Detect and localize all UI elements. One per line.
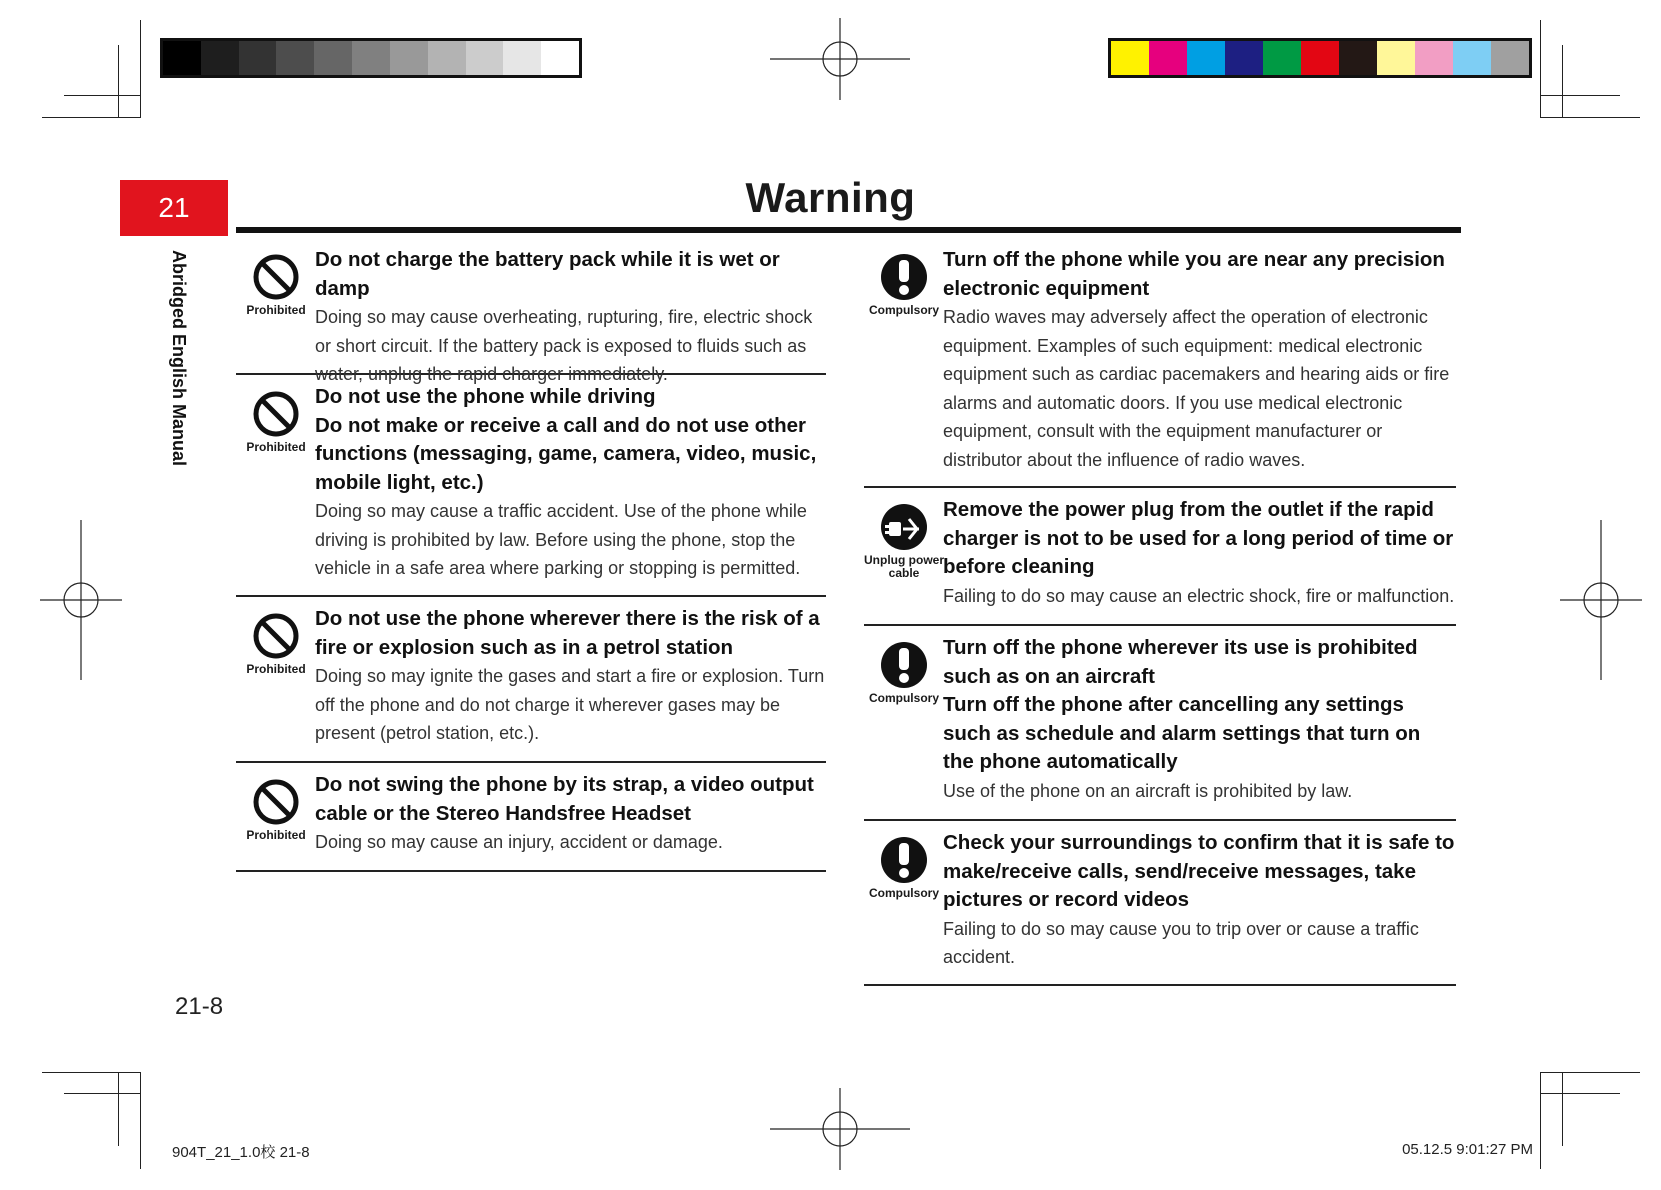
chapter-tab: 21 <box>120 180 228 236</box>
color-swatch <box>1339 41 1377 75</box>
warning-body: Failing to do so may cause you to trip over or cause a traffic accident. <box>943 918 1419 967</box>
warning-body: Doing so may ignite the gases and start a fire or explosion. Turn off the phone and do not charge it wherever gases may be present (petrol station, etc.). <box>315 666 825 743</box>
color-swatch <box>1187 41 1225 75</box>
color-bar <box>1108 38 1532 78</box>
color-swatch <box>1453 41 1491 75</box>
icon-label: Compulsory <box>868 303 939 317</box>
color-swatch <box>466 41 504 75</box>
color-swatch <box>239 41 277 75</box>
warning-heading: Do not swing the phone by its strap, a video output cable or the Stereo Handsfree Headset <box>315 773 814 825</box>
color-swatch <box>163 41 201 75</box>
registration-mark-right <box>1560 520 1642 680</box>
footer-job-info: 904T_21_1.0校 21-8 <box>172 1144 310 1161</box>
prohibited-icon <box>236 252 316 317</box>
warning-body: Doing so may cause overheating, rupturing, fire, electric shock or short circuit. If the battery pack is exposed to fluids such as water, unplug the rapid charger immediately. <box>315 307 813 384</box>
color-swatch <box>1301 41 1339 75</box>
warning-item <box>864 488 1456 626</box>
color-swatch <box>1491 41 1529 75</box>
grayscale-bar <box>160 38 582 78</box>
color-swatch <box>314 41 352 75</box>
warning-item <box>236 763 826 872</box>
registration-mark-bottom <box>760 1088 920 1170</box>
warning-body: Use of the phone on an aircraft is prohibited by law. <box>943 780 1353 801</box>
footer-timestamp: 05.12.5 9:01:27 PM <box>1402 1141 1533 1158</box>
warning-body: Failing to do so may cause an electric shock, fire or malfunction. <box>943 585 1455 606</box>
icon-label: Compulsory <box>868 886 939 900</box>
compulsory-icon <box>864 640 944 705</box>
warning-heading: Check your surroundings to confirm that it is safe to make/receive calls, send/receive messages, take pictures or record videos <box>943 831 1455 911</box>
registration-mark-left <box>40 520 122 680</box>
side-label: Abridged English Manual <box>169 250 189 467</box>
icon-label: Prohibited <box>246 828 306 842</box>
color-swatch <box>541 41 579 75</box>
color-swatch <box>1111 41 1149 75</box>
color-swatch <box>201 41 239 75</box>
left-column <box>236 238 826 872</box>
warning-item <box>864 238 1456 488</box>
page-number: 21-8 <box>175 993 224 1020</box>
color-swatch <box>503 41 541 75</box>
icon-label: Compulsory <box>868 691 939 705</box>
warning-heading: Turn off the phone while you are near any precision electronic equipment <box>943 248 1445 300</box>
warning-heading: Do not charge the battery pack while it is wet or damp <box>315 248 780 300</box>
warning-heading: Do not use the phone while driving Do not make or receive a call and do not use other functions (messaging, game, camera, video, music, mobile light, etc.) <box>315 385 817 494</box>
right-column <box>864 238 1456 986</box>
prohibited-icon <box>236 389 316 454</box>
warning-heading: Do not use the phone wherever there is the risk of a fire or explosion such as in a petrol station <box>315 607 820 659</box>
color-swatch <box>276 41 314 75</box>
compulsory-icon <box>864 835 944 900</box>
color-swatch <box>1263 41 1301 75</box>
prohibited-icon <box>236 611 316 676</box>
compulsory-icon <box>864 252 944 317</box>
icon-label: Prohibited <box>246 440 306 454</box>
icon-label: Unplug power cable <box>864 553 944 580</box>
warning-body: Doing so may cause an injury, accident or damage. <box>315 832 723 852</box>
registration-mark-top <box>760 18 920 100</box>
warning-heading: Remove the power plug from the outlet if the rapid charger is not to be used for a long period of time or before cleaning <box>943 498 1454 578</box>
warning-item <box>236 375 826 597</box>
warning-body: Radio waves may adversely affect the operation of electronic equipment. Examples of such equipment: medical electronic equipment such as cardiac pacemakers and hearing aids or fire alarms and automatic doors. If you use medical electronic equipment, consult with the equipment manufacturer or distributor about the influence of radio waves. <box>943 307 1450 470</box>
warning-body: Doing so may cause a traffic accident. Use of the phone while driving is prohibited by law. Before using the phone, stop the vehicle in a safe area where parking or stopping is permitted. <box>315 501 807 578</box>
icon-label: Prohibited <box>246 303 306 317</box>
color-swatch <box>1415 41 1453 75</box>
color-swatch <box>1149 41 1187 75</box>
color-swatch <box>390 41 428 75</box>
unplug-icon <box>864 502 944 580</box>
title-rule <box>236 227 1461 233</box>
warning-item <box>864 626 1456 821</box>
color-swatch <box>1225 41 1263 75</box>
page-title: Warning <box>745 174 916 221</box>
color-swatch <box>428 41 466 75</box>
warning-item <box>236 238 826 384</box>
prohibited-icon <box>236 777 316 842</box>
warning-item <box>236 597 826 763</box>
color-swatch <box>1377 41 1415 75</box>
icon-label: Prohibited <box>246 662 306 676</box>
color-swatch <box>352 41 390 75</box>
warning-item <box>864 821 1456 986</box>
warning-heading: Turn off the phone wherever its use is prohibited such as on an aircraft Turn off the phone after cancelling any settings such as schedule and alarm settings that turn on the phone automatically <box>943 636 1421 773</box>
